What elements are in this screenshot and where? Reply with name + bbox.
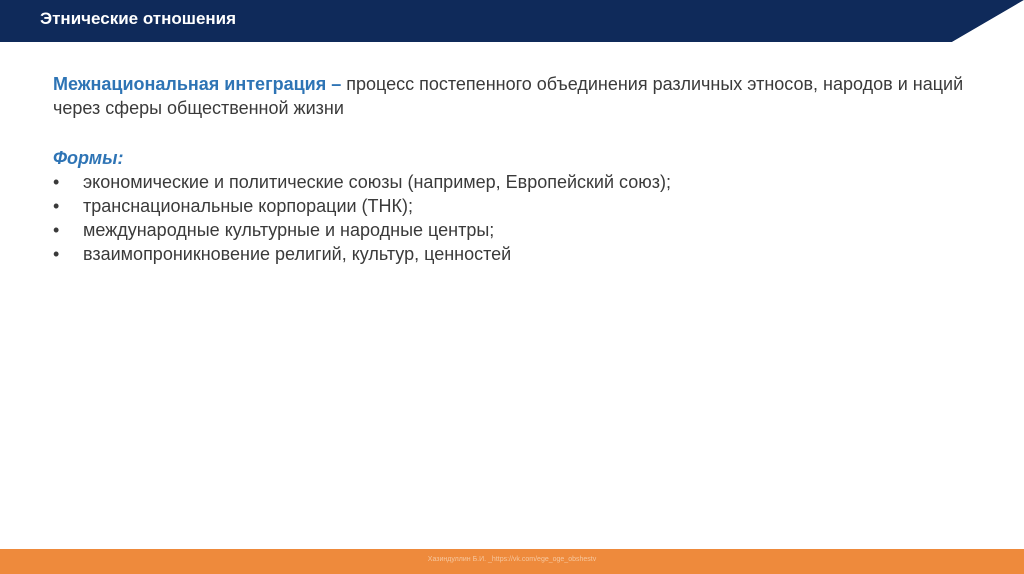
- list-item-text: экономические и политические союзы (например, Европейский союз);: [83, 172, 671, 192]
- list-item: [53, 242, 983, 266]
- slide-content: [53, 72, 983, 266]
- bullet-icon: •: [53, 172, 60, 192]
- footer-credit: Хазиндуллин Б.И. _https://vk.com/ege_oge_obshestv: [427, 556, 597, 563]
- definition-paragraph: [53, 72, 983, 120]
- list-item: [53, 218, 983, 242]
- definition-text: процесс постепенного объединения различных этносов, народов и наций через сферы общественной жизни: [53, 74, 964, 118]
- header-bar: [0, 0, 1024, 42]
- slide-title: Этнические отношения: [40, 9, 237, 28]
- forms-list: [53, 170, 983, 266]
- list-item-text: международные культурные и народные центры;: [83, 220, 495, 240]
- forms-label: Формы:: [53, 148, 124, 168]
- bullet-icon: •: [53, 220, 60, 240]
- bullet-icon: •: [53, 196, 60, 216]
- list-item: [53, 194, 983, 218]
- list-item: [53, 170, 983, 194]
- list-item-text: транснациональные корпорации (ТНК);: [83, 196, 414, 216]
- bullet-icon: •: [53, 244, 60, 264]
- footer-bar: [0, 549, 1024, 574]
- definition-term: Межнациональная интеграция –: [53, 74, 342, 94]
- list-item-text: взаимопроникновение религий, культур, ценностей: [83, 244, 512, 264]
